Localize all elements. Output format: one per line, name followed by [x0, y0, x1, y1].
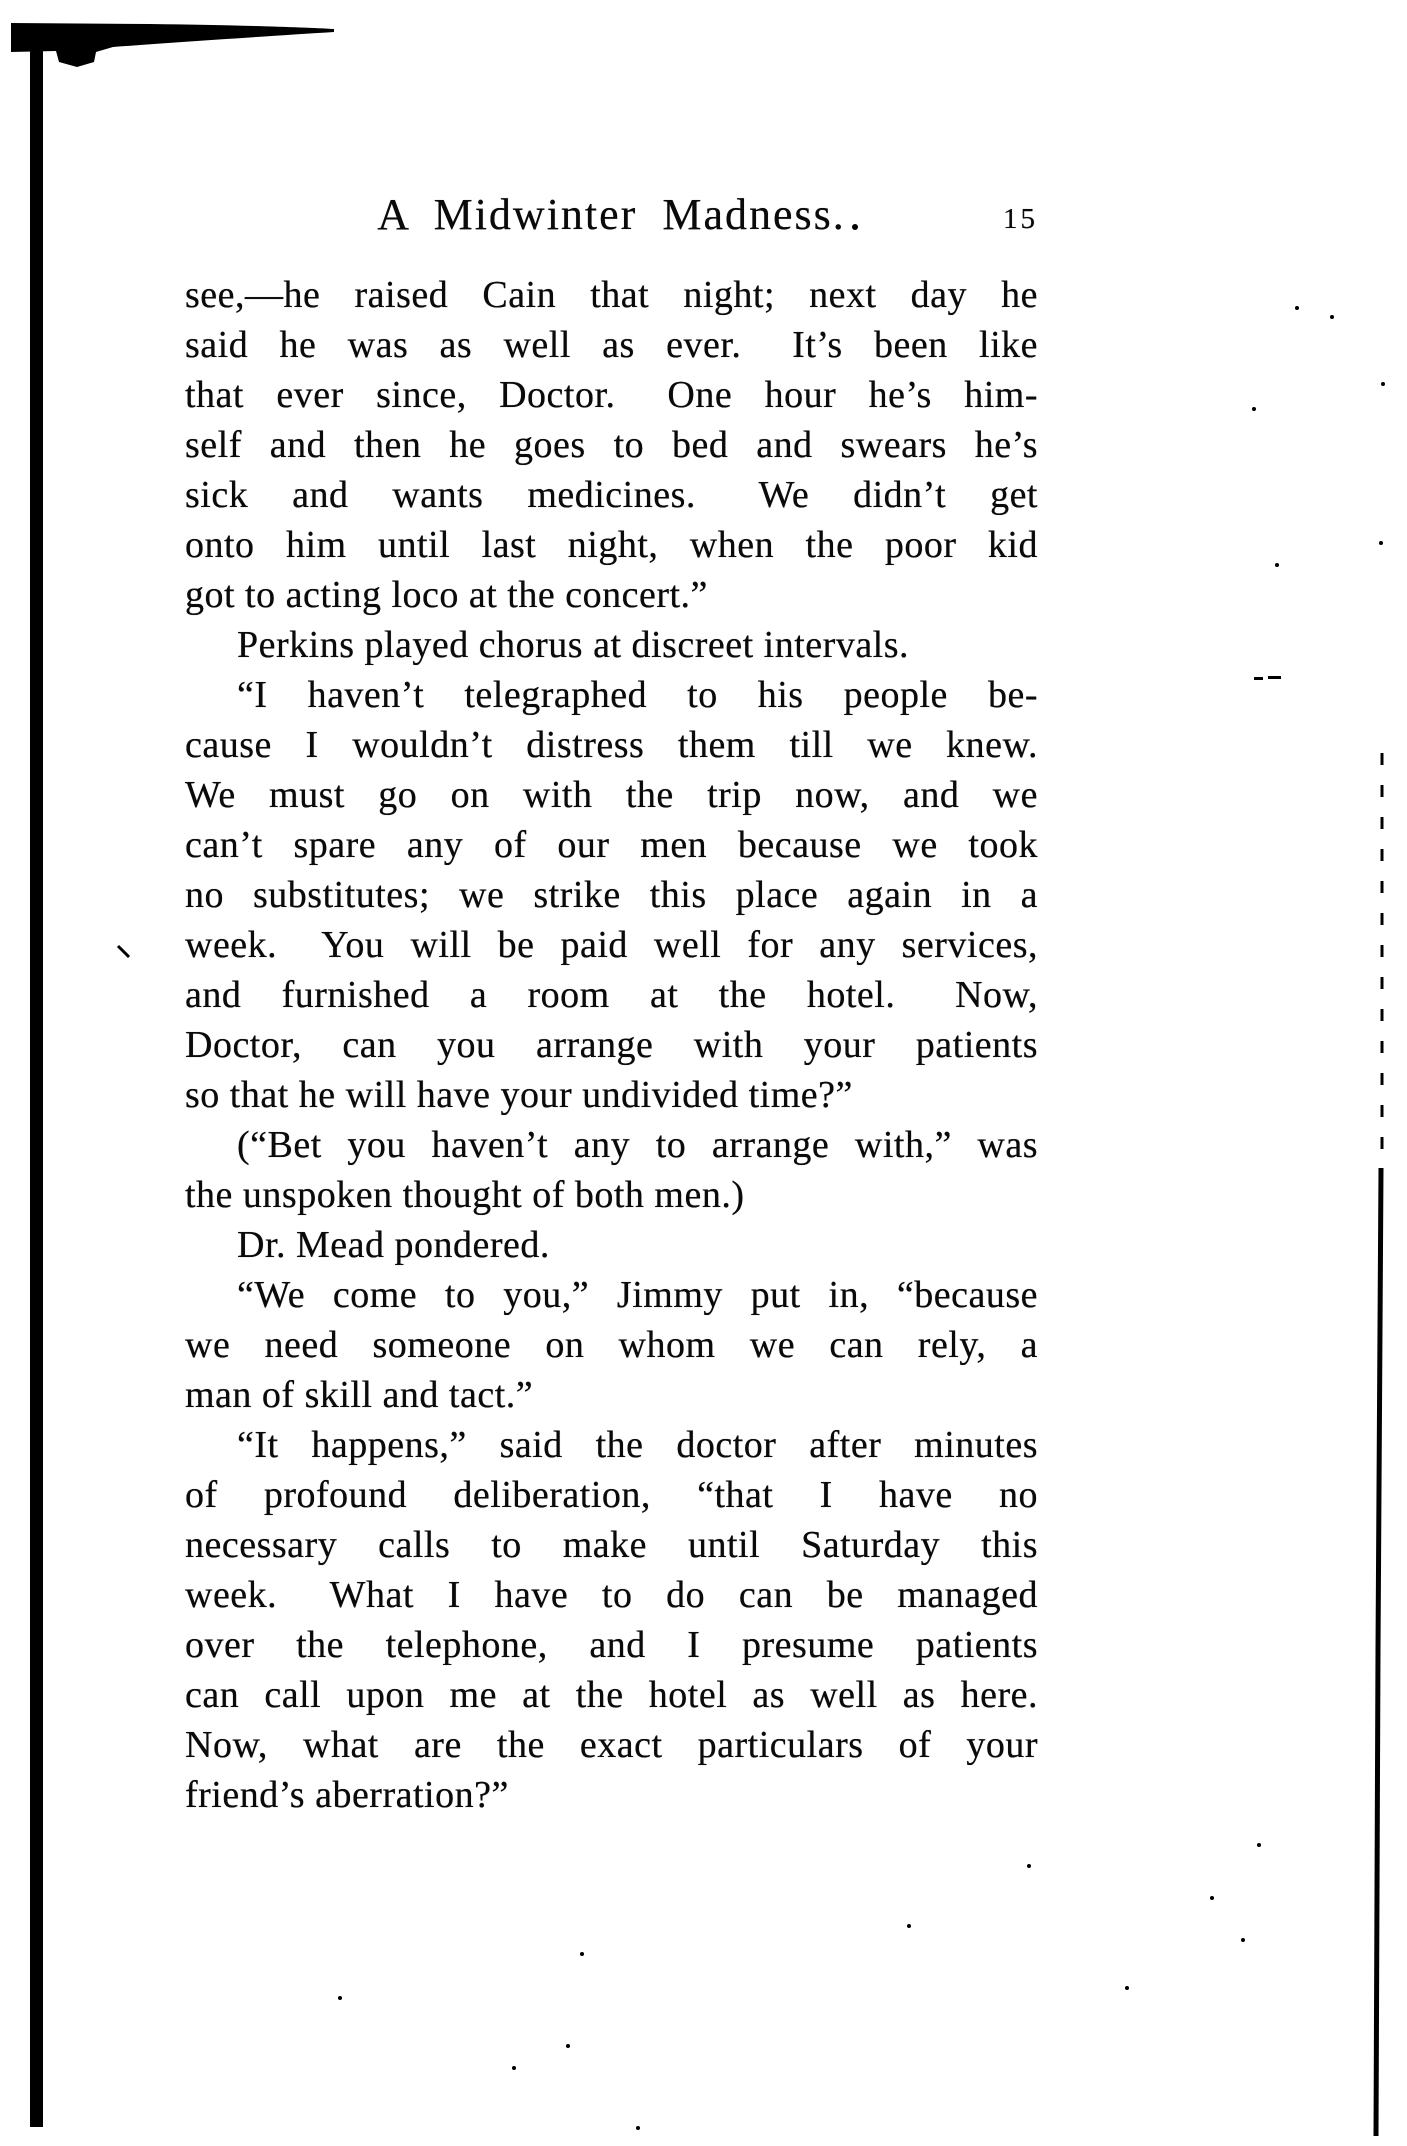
text-line: week. You will be paid well for any services, — [185, 924, 1038, 966]
text-line: We must go on with the trip now, and we — [185, 774, 1038, 816]
text-line: man of skill and tact.” — [185, 1374, 534, 1416]
text-line: see,—he raised Cain that night; next day he — [185, 274, 1038, 316]
text-line: so that he will have your undivided time?” — [185, 1074, 853, 1116]
text-line: Doctor, can you arrange with your patients — [185, 1024, 1038, 1066]
text-line: onto him until last night, when the poor kid — [185, 524, 1038, 566]
text-line: no substitutes; we strike this place again in a — [185, 874, 1038, 916]
page-number: 15 — [1003, 203, 1038, 235]
scan-gutter-wedge — [11, 23, 334, 67]
text-line: week. What I have to do can be managed — [185, 1574, 1038, 1616]
text-line: got to acting loco at the concert.” — [185, 574, 708, 616]
text-line: the unspoken thought of both men.) — [185, 1174, 745, 1216]
text-line: sick and wants medicines. We didn’t get — [185, 474, 1038, 516]
text-line: that ever since, Doctor. One hour he’s him- — [185, 374, 1038, 416]
scan-page-edge-solid — [1376, 1168, 1381, 2136]
text-line: “I haven’t telegraphed to his people be- — [237, 674, 1038, 716]
text-line: and furnished a room at the hotel. Now, — [185, 974, 1038, 1016]
body-text-column — [185, 270, 1038, 1820]
text-line: cause I wouldn’t distress them till we knew. — [185, 724, 1038, 766]
running-head-title: A Midwinter Madness. — [377, 190, 846, 239]
text-line: Perkins played chorus at discreet intervals. — [237, 624, 910, 666]
text-line: said he was as well as ever. It’s been like — [185, 324, 1038, 366]
text-line: can’t spare any of our men because we took — [185, 824, 1038, 866]
text-line: self and then he goes to bed and swears he’s — [185, 424, 1038, 466]
text-line: Dr. Mead pondered. — [237, 1224, 550, 1266]
text-line: of profound deliberation, “that I have no — [185, 1474, 1038, 1516]
text-line: can call upon me at the hotel as well as here. — [185, 1674, 1038, 1716]
text-line: friend’s aberration?” — [185, 1774, 509, 1816]
text-line: over the telephone, and I presume patients — [185, 1624, 1038, 1666]
text-line: Now, what are the exact particulars of your — [185, 1724, 1038, 1766]
text-line: necessary calls to make until Saturday this — [185, 1524, 1038, 1566]
text-line: (“Bet you haven’t any to arrange with,” was — [237, 1124, 1038, 1166]
scan-binding-bar — [30, 24, 43, 2127]
text-line: “We come to you,” Jimmy put in, “because — [237, 1274, 1038, 1316]
text-line: we need someone on whom we can rely, a — [185, 1324, 1038, 1366]
text-line: “It happens,” said the doctor after minutes — [237, 1424, 1038, 1466]
